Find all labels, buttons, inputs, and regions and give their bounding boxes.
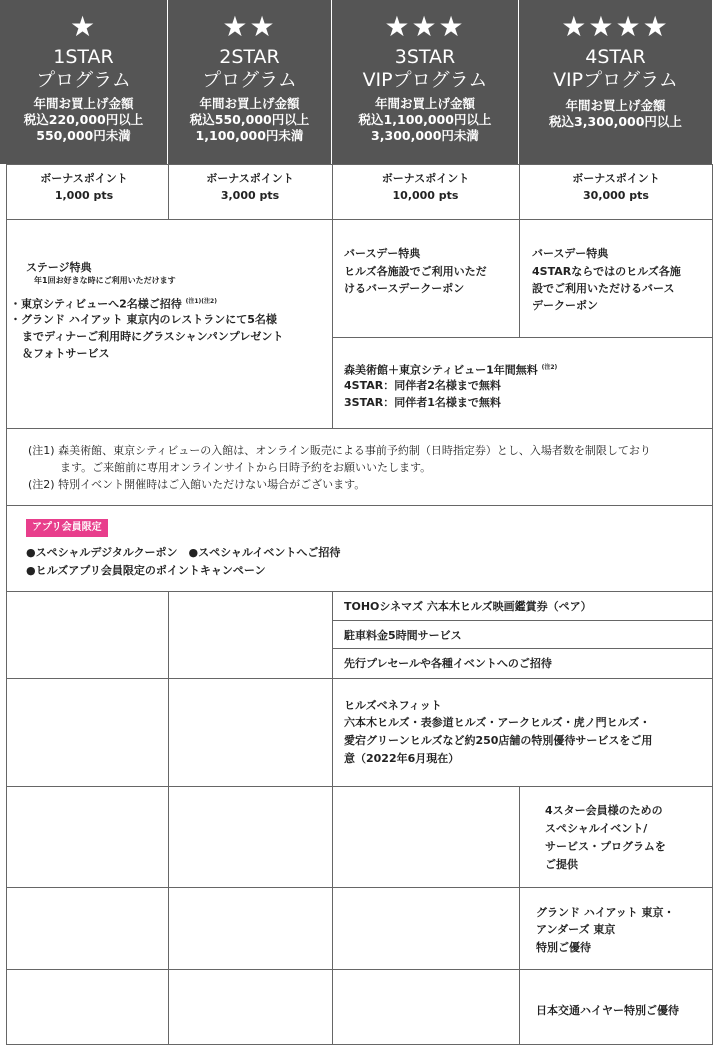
- tier-header-4star: [519, 0, 713, 164]
- four-event: スペシャルイベント/: [545, 822, 648, 835]
- note-1: (注1) 森美術館、東京シティビューの入館は、オンライン販売による事前予約制（日時指定券）とし、入場者数を制限しており: [28, 444, 651, 457]
- birthday-text: 設でご利用いただけるバース: [532, 282, 675, 295]
- points-value: 30,000 pts: [583, 189, 649, 202]
- tier-name: 1STAR: [53, 46, 114, 68]
- birthday-title: バースデー特典: [532, 247, 609, 260]
- points-label: ボーナスポイント: [381, 172, 470, 185]
- divider: [332, 620, 713, 621]
- divider: [332, 591, 333, 1044]
- benefit-line: 愛宕グリーンヒルズなど約250店舗の特別優待サービスをご用: [344, 734, 653, 747]
- divider: [6, 887, 713, 888]
- amount-line: 税込3,300,000円以上: [549, 114, 682, 129]
- amount-line: 年間お買上げ金額: [374, 96, 475, 111]
- star-icon: ★★★★: [561, 10, 670, 43]
- note-2: (注2) 特別イベント開催時はご入館いただけない場合がございます。: [28, 478, 366, 491]
- four-hyatt: アンダーズ 東京: [536, 923, 616, 936]
- presale-invite: 先行プレセールや各種イベントへのご招待: [344, 657, 552, 670]
- program-name: VIPプログラム: [362, 69, 488, 91]
- tier-header-2star: [168, 0, 332, 164]
- museum-title: 森美術館＋東京シティビュー1年間無料 $^{(注2)}$: [344, 363, 558, 377]
- program-name: VIPプログラム: [553, 69, 678, 91]
- points-value: 3,000 pts: [220, 189, 280, 202]
- app-line: ●スペシャルデジタルクーポン ●スペシャルイベントへご招待: [26, 546, 341, 559]
- amount-line: 年間お買上げ金額: [199, 96, 300, 111]
- birthday-text: けるバースデークーポン: [344, 282, 465, 295]
- star-icon: ★★★: [384, 10, 466, 43]
- app-line: ●ヒルズアプリ会員限定のポイントキャンペーン: [26, 564, 266, 577]
- stage-item-2: までディナーご利用時にグラスシャンパンプレゼント: [22, 330, 284, 343]
- star-icon: ★★: [222, 10, 277, 43]
- points-value: 1,000 pts: [54, 189, 114, 202]
- tier-name: 2STAR: [219, 46, 280, 68]
- points-4star: [519, 164, 713, 219]
- divider: [6, 505, 713, 506]
- four-event: サービス・プログラムを: [545, 840, 666, 853]
- tier-header-1star: [0, 0, 168, 164]
- birthday-text: ヒルズ各施設でご利用いただ: [344, 265, 487, 278]
- divider: [6, 219, 713, 220]
- stage-item-1: ・東京シティビューへ2名様ご招待 $^{(注1)(注2)}$: [10, 297, 217, 311]
- divider: [6, 591, 713, 592]
- points-3star: [332, 164, 519, 219]
- divider: [6, 786, 713, 787]
- note-1-cont: ます。ご来館前に専用オンラインサイトから日時予約をお願いいたします。: [60, 461, 432, 474]
- amount-line: 税込550,000円以上: [189, 112, 310, 127]
- museum-line: 4STAR：同伴者2名様まで無料: [344, 379, 501, 392]
- program-name: プログラム: [36, 69, 131, 91]
- tier-name: 4STAR: [585, 46, 646, 68]
- birthday-text: デークーポン: [532, 299, 598, 312]
- amount-line: 税込1,100,000円以上: [358, 112, 492, 127]
- four-hyatt: 特別ご優待: [536, 941, 591, 954]
- toho-ticket: TOHOシネマズ 六本木ヒルズ映画鑑賞券（ペア）: [344, 600, 592, 613]
- program-name: プログラム: [202, 69, 297, 91]
- amount-line: 1,100,000円未満: [195, 128, 304, 143]
- benefit-line: 意（2022年6月現在）: [344, 752, 460, 765]
- tier-header-3star: [332, 0, 519, 164]
- stage-item-2: ・グランド ハイアット 東京内のレストランにて5名様: [10, 313, 277, 326]
- divider: [6, 969, 713, 970]
- divider: [168, 591, 169, 1044]
- stage-item-2: ＆フォトサービス: [22, 347, 110, 360]
- app-badge: アプリ会員限定: [26, 519, 108, 537]
- points-2star: [168, 164, 332, 219]
- four-event: ご提供: [545, 858, 578, 871]
- divider: [168, 164, 169, 219]
- benefit-line: 六本木ヒルズ・表参道ヒルズ・アークヒルズ・虎ノ門ヒルズ・: [344, 716, 651, 729]
- divider: [6, 678, 713, 679]
- points-label: ボーナスポイント: [206, 172, 294, 185]
- four-hyatt: グランド ハイアット 東京・: [536, 906, 675, 919]
- star-icon: ★: [69, 10, 98, 43]
- stage-sub: 年1回お好きな時にご利用いただけます: [34, 276, 176, 285]
- tier-name: 3STAR: [394, 46, 456, 68]
- divider: [6, 164, 713, 165]
- divider: [519, 164, 520, 337]
- four-hire: 日本交通ハイヤー特別ご優待: [536, 1004, 679, 1017]
- divider: [519, 786, 520, 1044]
- points-label: ボーナスポイント: [40, 172, 128, 185]
- divider: [332, 648, 713, 649]
- points-value: 10,000 pts: [392, 189, 459, 202]
- parking-service: 駐車料金5時間サービス: [344, 629, 462, 642]
- benefit-title: ヒルズベネフィット: [344, 699, 442, 712]
- divider: [332, 337, 713, 338]
- museum-line: 3STAR：同伴者1名様まで無料: [344, 396, 501, 409]
- stage-title: ステージ特典: [26, 261, 92, 274]
- points-1star: [0, 164, 168, 219]
- amount-line: 3,300,000円未満: [371, 128, 479, 143]
- divider: [6, 1044, 713, 1045]
- amount-line: 年間お買上げ金額: [33, 96, 134, 111]
- divider: [332, 164, 333, 428]
- birthday-text: 4STARならではのヒルズ各施: [532, 265, 681, 278]
- divider: [6, 164, 7, 1044]
- divider: [6, 428, 713, 429]
- amount-line: 税込220,000円以上: [23, 112, 144, 127]
- amount-line: 年間お買上げ金額: [565, 98, 666, 113]
- amount-line: 550,000円未満: [36, 128, 131, 143]
- points-label: ボーナスポイント: [572, 172, 660, 185]
- four-event: 4スター会員様のための: [545, 804, 663, 817]
- birthday-title: バースデー特典: [344, 247, 421, 260]
